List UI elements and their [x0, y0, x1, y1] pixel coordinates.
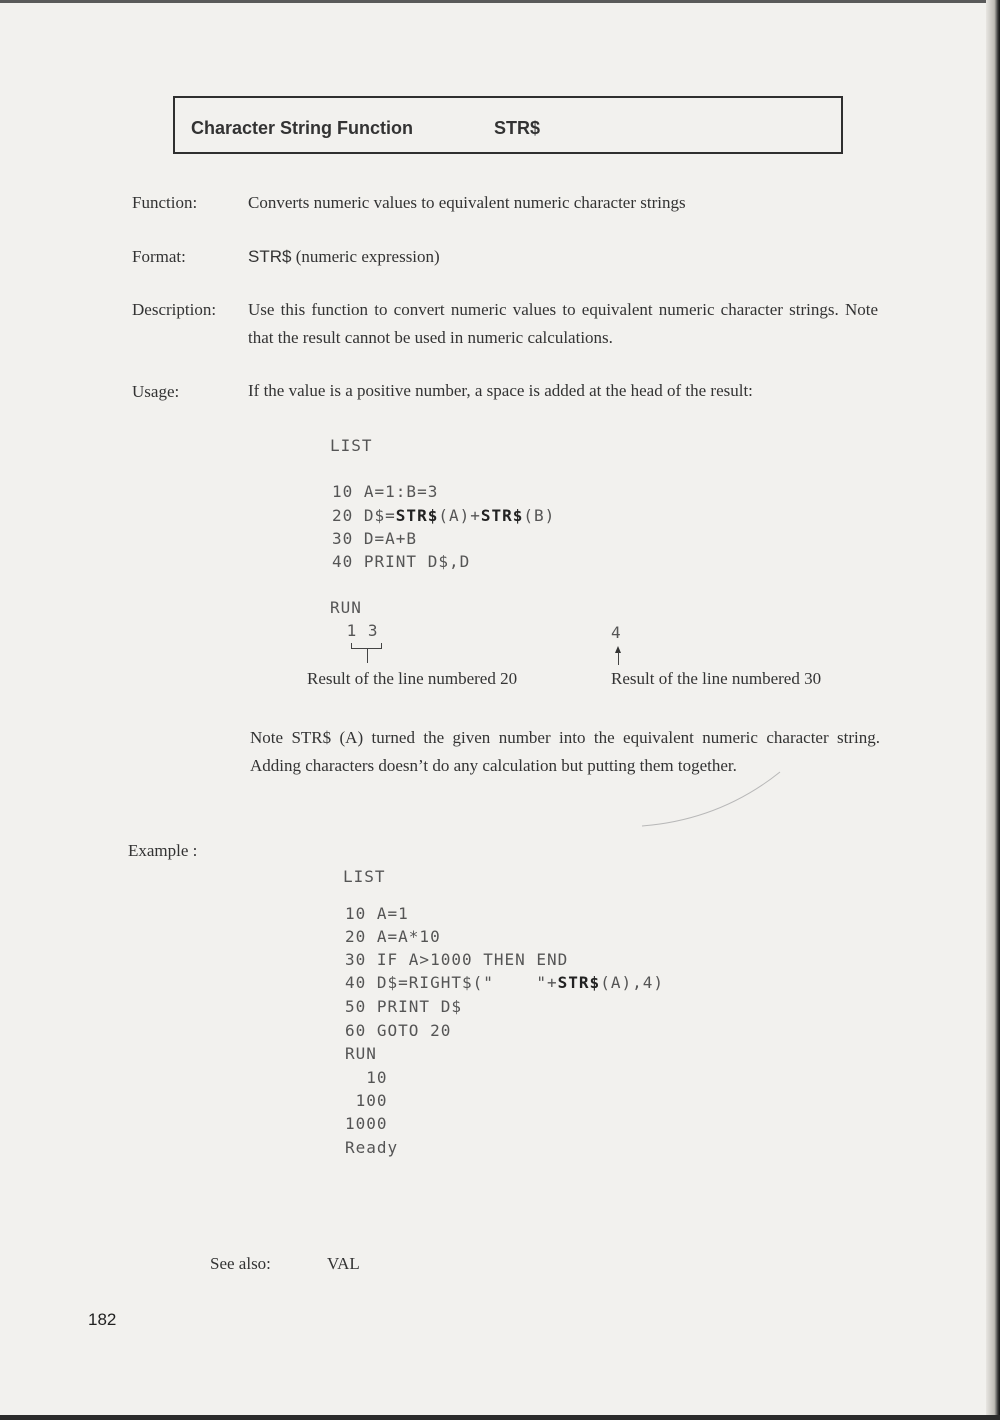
code-str-keyword: STR$: [395, 506, 439, 525]
code-line-40: 40 PRINT D$,D: [332, 552, 471, 571]
header-box: [173, 96, 843, 154]
caption-line-20: Result of the line numbered 20: [307, 669, 518, 688]
code-line-20-end: (B): [523, 506, 556, 525]
bracket-right-tick: [381, 643, 382, 649]
code-output-line: 10: [345, 1068, 388, 1087]
see-also-label: See also:: [210, 1254, 271, 1273]
code-output-line: 1000: [345, 1114, 388, 1133]
code-output-line: 100: [345, 1091, 388, 1110]
code-line-50: 50 PRINT D$: [345, 997, 462, 1016]
format-label: Format:: [132, 247, 186, 266]
bracket-stem: [367, 648, 368, 663]
code-line-20-start: 20 D$=: [332, 506, 396, 525]
code-str-keyword: STR$: [480, 506, 524, 525]
code-list-command: LIST: [330, 436, 373, 455]
header-title: Character String Function: [191, 118, 414, 138]
caption-line-30: Result of the line numbered 30: [611, 669, 822, 688]
code-run-command: RUN: [330, 598, 362, 617]
code-line-20: 20 A=A*10: [345, 927, 441, 946]
code-run-command: RUN: [345, 1044, 377, 1063]
description-text: Use this function to convert numeric values to equivalent numeric character strings. Note that the result cannot be used in numeric calculations.: [248, 300, 878, 347]
code-line-20-middle: (A)+: [438, 506, 481, 525]
page-top-edge: [0, 0, 1000, 3]
format-text: [248, 247, 440, 267]
code-line-30: 30 D=A+B: [332, 529, 418, 548]
code-output-number: 4: [611, 623, 622, 642]
code-line-10: 10 A=1: [345, 904, 409, 923]
page-number: 182: [88, 1310, 117, 1329]
code-list-command: LIST: [343, 867, 386, 886]
note-text: Note STR$ (A) turned the given number into the equivalent numeric character string. Adding characters doesn’t do any calculation but putting them together.: [250, 728, 880, 775]
code-ready-prompt: Ready: [345, 1138, 399, 1157]
header-keyword: STR$: [494, 118, 541, 138]
arrow-stem: [618, 652, 619, 665]
pencil-mark: [640, 770, 790, 830]
example-label: Example :: [128, 841, 198, 860]
code-line-30: 30 IF A>1000 THEN END: [345, 950, 569, 969]
code-line-40-end: (A),4): [600, 973, 664, 992]
code-output-string: 1 3: [336, 621, 379, 640]
code-line-40-start: 40 D$=RIGHT$(" "+: [345, 973, 558, 992]
code-line-40: [345, 973, 664, 992]
code-line-10: 10 A=1:B=3: [332, 482, 439, 501]
code-line-60: 60 GOTO 20: [345, 1021, 452, 1040]
code-line-20: [332, 506, 555, 525]
see-also-link[interactable]: VAL: [327, 1254, 360, 1273]
function-text: Converts numeric values to equivalent numeric character strings: [248, 193, 686, 212]
page-bottom-edge: [0, 1415, 1000, 1420]
usage-label: Usage:: [132, 382, 180, 401]
format-argument: (numeric expression): [291, 247, 440, 266]
description-label: Description:: [132, 300, 217, 319]
format-keyword: STR$: [248, 247, 292, 266]
code-str-keyword: STR$: [557, 973, 601, 992]
usage-text: If the value is a positive number, a space is added at the head of the result:: [248, 381, 753, 400]
page-binding-edge: [986, 0, 1000, 1420]
function-label: Function:: [132, 193, 198, 212]
